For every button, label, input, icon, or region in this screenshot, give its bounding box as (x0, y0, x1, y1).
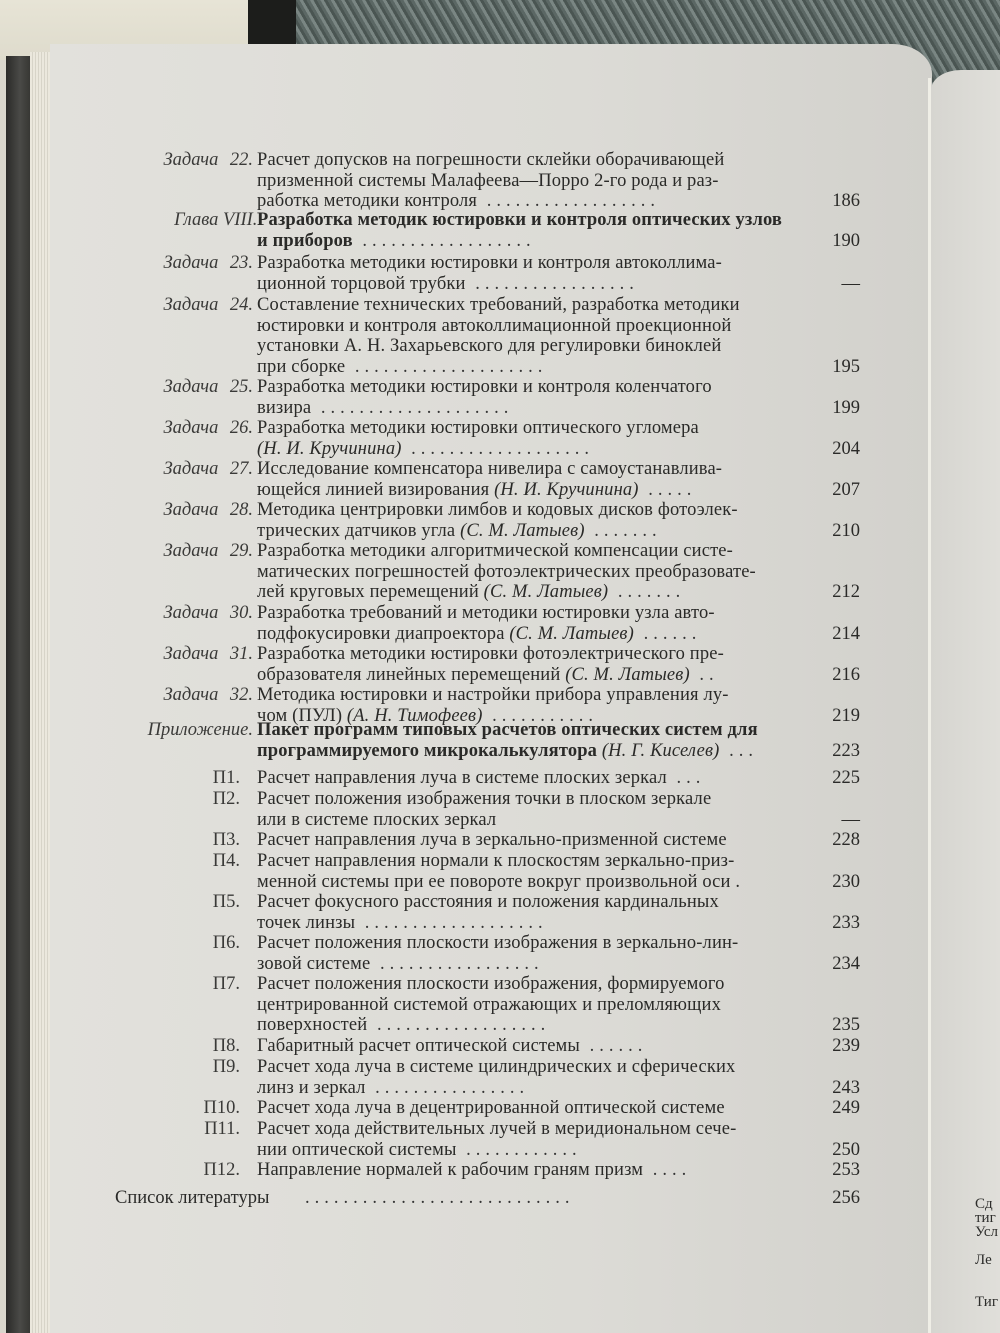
entry-label-word: Глава (174, 210, 219, 230)
entry-title-line (257, 500, 797, 521)
entry-title-text: ционной торцовой трубки (257, 273, 466, 294)
entry-title-text: Расчет направления луча в зеркально-призменной системе (257, 830, 727, 850)
entry-title (257, 851, 797, 892)
entry-title-text: Методика центрировки лимбов и кодовых дисков фотоэлек- (257, 500, 738, 520)
entry-title (257, 644, 797, 685)
entry-number: 24. (229, 295, 253, 315)
entry-page-number: 239 (832, 1036, 860, 1056)
entry-title-text: поверхностей (257, 1015, 368, 1035)
entry-title (257, 1098, 797, 1119)
entry-title-line (257, 316, 797, 337)
entry-author: (Н. И. Кручинина) (257, 438, 402, 459)
entry-title-text: менной системы при ее повороте вокруг произвольной оси . (257, 871, 741, 892)
entry-title-text: Расчет направления луча в системе плоских зеркал (257, 768, 667, 788)
leader-dots: ....... (584, 520, 662, 541)
leader-dots: ... (719, 740, 758, 761)
entry-page-number: 219 (832, 705, 860, 726)
entry-number: Приложение. (147, 720, 253, 740)
entry-title-text: установки А. Н. Захарьевского для регулировки биноклей (257, 336, 722, 356)
leader-dots: ............ (456, 1139, 582, 1160)
entry-title-text: Разработка методики юстировки оптического угломера (257, 418, 699, 438)
entry-label (120, 377, 253, 398)
entry-title-text: чом (ПУЛ) (257, 705, 347, 726)
entry-title (257, 892, 797, 933)
entry-title-text: матических погрешностей фотоэлектрических преобразовате- (257, 561, 756, 582)
entry-title-line (257, 398, 797, 419)
entry-label (120, 210, 258, 231)
entry-page-number: 249 (832, 1098, 860, 1118)
entry-title-line (257, 810, 797, 831)
leader-dots: .................. (367, 1015, 551, 1035)
entry-title-line (257, 480, 797, 501)
entry-title-line (257, 892, 797, 913)
entry-title (257, 377, 797, 418)
leader-dots: .... (643, 1160, 692, 1180)
entry-title-text: лей круговых перемещений (257, 582, 484, 602)
entry-title-line (257, 974, 797, 995)
entry-title-text: Методика юстировки и настройки прибора управления лу- (257, 685, 729, 705)
entry-author: (Н. Г. Киселев) (601, 740, 720, 761)
entry-title (257, 974, 797, 1036)
entry-label-word: Задача (163, 295, 219, 315)
entry-title-text: Расчет положения изображения точки в плоском зеркале (257, 789, 712, 809)
leader-dots: .................... (345, 356, 548, 377)
entry-title-text: Расчет хода действительных лучей в меридиональном сече- (257, 1119, 737, 1139)
entry-number: П12. (203, 1160, 240, 1180)
leader-dots: ................... (401, 438, 595, 459)
entry-title (257, 768, 797, 789)
entry-title-line (257, 720, 797, 741)
entry-title-text: Габаритный расчет оптической системы (257, 1036, 580, 1056)
leader-dots: ... (666, 768, 706, 788)
entry-title-text: Направление нормалей к рабочим граням призм (257, 1160, 644, 1180)
entry-title-text: Разработка методик юстировки и контроля оптических узлов (257, 210, 783, 230)
entry-title-line (257, 913, 797, 934)
leader-dots: ................ (365, 1077, 530, 1098)
entry-label-word: Задача (163, 685, 219, 705)
entry-title-text: подфокусировки диапроектора (257, 623, 510, 644)
entry-title (257, 720, 797, 761)
entry-label-word: Задача (163, 418, 219, 438)
entry-author: (С. М. Латыев) (483, 582, 609, 602)
entry-page-number: 214 (832, 623, 860, 644)
entry-page-number: 223 (832, 740, 860, 761)
entry-title-line (257, 1119, 797, 1140)
leader-dots: .................. (352, 230, 536, 251)
entry-title-line (257, 582, 797, 603)
entry-title-line (257, 562, 797, 583)
entry-title-line (257, 995, 797, 1016)
entry-title-line (257, 954, 797, 975)
entry-title (257, 418, 797, 459)
entry-title-text: Разработка требований и методики юстировки узла авто- (257, 603, 715, 623)
next-page-text: Ле (975, 1252, 992, 1268)
entry-title-line (257, 1036, 797, 1057)
leader-dots: ........... (482, 705, 599, 726)
entry-number: 27. (229, 459, 253, 479)
entry-title-text: образователя линейных перемещений (257, 664, 566, 685)
entry-number: П11. (204, 1119, 240, 1139)
entry-title-line (257, 1160, 797, 1181)
entry-title-text: Расчет положения плоскости изображения в зеркально-лин- (257, 933, 739, 953)
next-page (931, 70, 1000, 1333)
entry-page-number: 233 (832, 912, 860, 933)
entry-label (120, 418, 253, 439)
entry-number: 30. (229, 603, 253, 623)
entry-title-line (257, 603, 797, 624)
leader-dots: ............................ (305, 1188, 575, 1208)
entry-number: 23. (229, 253, 253, 273)
entry-title (257, 603, 797, 644)
entry-page-number: 186 (832, 191, 860, 211)
entry-title (257, 1036, 797, 1057)
entry-label (120, 295, 253, 316)
entry-title-line (257, 933, 797, 954)
entry-title-line (257, 191, 797, 212)
leader-dots: ...... (580, 1036, 648, 1056)
next-page-text: Усл (975, 1224, 998, 1240)
blanket-stripe (248, 0, 298, 48)
entry-number: П3. (212, 830, 240, 850)
entry-page-number: 199 (832, 397, 860, 418)
entry-title-text: точек линзы (257, 912, 356, 933)
entry-page-number: 212 (832, 582, 860, 602)
entry-author: (С. М. Латыев) (565, 664, 690, 685)
entry-label-word: Задача (163, 500, 219, 520)
entry-number: П7. (212, 974, 240, 994)
entry-page-number: 228 (832, 830, 860, 850)
entry-author: (С. М. Латыев) (509, 623, 634, 644)
entry-label (120, 459, 253, 480)
entry-page-number: 256 (832, 1188, 860, 1208)
entry-label (120, 685, 253, 706)
entry-title-text: юстировки и контроля автоколлимационной проекционной (257, 315, 732, 336)
leader-dots: ................. (465, 273, 639, 294)
entry-label-word: Задача (163, 459, 219, 479)
entry-title (257, 1119, 797, 1160)
entry-title-line (257, 624, 797, 645)
entry-page-number: 190 (832, 230, 860, 251)
entry-title-line (257, 830, 797, 851)
entry-title-line (257, 418, 797, 439)
leader-dots: ................. (370, 953, 544, 974)
entry-label-word: Задача (163, 253, 219, 273)
entry-page-number: 234 (832, 953, 860, 974)
entry-title-text: Расчет фокусного расстояния и положения кардинальных (257, 892, 719, 912)
entry-label (120, 150, 253, 171)
entry-title-line (257, 541, 797, 562)
entry-page-number: — (841, 809, 860, 830)
entry-title-text: Расчет допусков на погрешности склейки оборачивающей (257, 150, 725, 170)
entry-title (257, 1057, 797, 1098)
entry-title (257, 830, 797, 851)
entry-title-line (257, 1015, 797, 1036)
entry-number: 26. (229, 418, 253, 438)
entry-title-text: нии оптической системы (257, 1139, 457, 1160)
entry-title-line (257, 295, 797, 316)
entry-number: П10. (203, 1098, 240, 1118)
entry-title-line (257, 1140, 797, 1161)
entry-title-line (257, 521, 797, 542)
entry-title-text: программируемого микрокалькулятора (257, 740, 602, 761)
entry-title-line (257, 274, 797, 295)
entry-title-line (257, 768, 797, 789)
entry-title-text: центрированной системой отражающих и преломляющих (257, 994, 721, 1015)
entry-label (120, 500, 253, 521)
entry-label-word: Задача (163, 541, 219, 561)
entry-title-text: Разработка методики алгоритмической компенсации систе- (257, 541, 733, 561)
entry-title-line (257, 439, 797, 460)
leader-dots: ................... (355, 912, 548, 933)
entry-title-text: Расчет хода луча в системе цилиндрических и сферических (257, 1057, 736, 1077)
entry-title-text: Разработка методики юстировки фотоэлектрического пре- (257, 644, 724, 664)
entry-title-text: при сборке (257, 356, 346, 377)
entry-page-number: 230 (832, 871, 860, 892)
entry-title-line (257, 1078, 797, 1099)
entry-title (257, 150, 797, 212)
entry-number: 22. (229, 150, 253, 170)
entry-label (120, 644, 253, 665)
entry-label-word: Задача (163, 377, 219, 397)
entry-number: П9. (212, 1057, 240, 1077)
entry-label (120, 603, 253, 624)
entry-author: (А. Н. Тимофеев) (346, 705, 483, 726)
entry-number: П1. (212, 768, 240, 788)
entry-title-text: Исследование компенсатора нивелира с самоустанавлива- (257, 459, 723, 479)
entry-title-text: ющейся линией визирования (257, 479, 495, 500)
entry-title-text: или в системе плоских зеркал (257, 809, 497, 830)
entry-title-line (257, 789, 797, 810)
entry-page-number: 225 (832, 768, 860, 788)
leader-dots: ..... (638, 479, 697, 500)
entry-title-line (257, 459, 797, 480)
entry-number: 32. (229, 685, 253, 705)
entry-title-line (257, 644, 797, 665)
leader-dots: .................. (477, 191, 660, 211)
entry-title-text: Расчет хода луча в децентрированной оптической системе (257, 1098, 725, 1118)
next-page-text: Сд (975, 1196, 993, 1212)
entry-number: 29. (229, 541, 253, 561)
entry-title-text: и приборов (257, 230, 353, 251)
entry-page-number: 210 (832, 520, 860, 541)
entry-title (257, 933, 797, 974)
entry-title-text: работка методики контроля (257, 191, 478, 211)
entry-title-line (257, 665, 797, 686)
entry-title-text: Разработка методики юстировки и контроля автоколлима- (257, 253, 722, 273)
next-page-text: тиг (975, 1210, 996, 1226)
entry-title (257, 253, 797, 294)
entry-title-line (257, 336, 797, 357)
entry-title-text: линз и зеркал (257, 1077, 366, 1098)
entry-label-word: Задача (163, 644, 219, 664)
entry-title-line (257, 357, 797, 378)
entry-title (257, 541, 797, 603)
entry-number: П8. (212, 1036, 240, 1056)
entry-title-line (257, 1098, 797, 1119)
entry-label-word: Задача (163, 150, 219, 170)
entry-page-number: 235 (832, 1015, 860, 1035)
entry-title-text: Расчет направления нормали к плоскостям зеркально-приз- (257, 851, 735, 871)
entry-title-line (257, 685, 797, 706)
entry-title (257, 500, 797, 541)
entry-title-line (257, 171, 797, 192)
leader-dots: ....... (608, 582, 686, 602)
entry-title (257, 789, 797, 830)
entry-title (257, 295, 797, 377)
entry-title-text: Составление технических требований, разработка методики (257, 295, 740, 315)
bibliography-label: Список литературы (115, 1188, 270, 1208)
entry-title-line (257, 253, 797, 274)
entry-number: П4. (212, 851, 240, 871)
entry-title-line (257, 210, 797, 231)
entry-title-text: Пакет программ типовых расчетов оптических систем для (257, 720, 758, 740)
entry-page-number: 216 (832, 664, 860, 685)
entry-number: П6. (212, 933, 240, 953)
entry-author: (Н. И. Кручинина) (494, 479, 639, 500)
entry-title-text: Разработка методики юстировки и контроля коленчатого (257, 377, 712, 397)
entry-page-number: 253 (832, 1160, 860, 1180)
entry-title-line (257, 872, 797, 893)
entry-title-line (257, 741, 797, 762)
leader-dots: .. (689, 664, 719, 685)
entry-label (120, 253, 253, 274)
entry-label (120, 541, 253, 562)
leader-dots: ...... (633, 623, 702, 644)
entry-title-line (257, 851, 797, 872)
entry-author: (С. М. Латыев) (460, 520, 585, 541)
entry-title (257, 1160, 797, 1181)
entry-title-line (257, 377, 797, 398)
entry-title-line (257, 1057, 797, 1078)
entry-title-text: Расчет положения плоскости изображения, формируемого (257, 974, 725, 994)
entry-page-number: 195 (832, 356, 860, 377)
entry-page-number: 204 (832, 438, 860, 459)
entry-page-number: — (841, 273, 860, 294)
entry-number: VIII. (223, 210, 258, 230)
leader-dots: .................... (311, 397, 514, 418)
entry-label-word: Задача (163, 603, 219, 623)
entry-title-text: призменной системы Малафеева—Порро 2-го рода и раз- (257, 170, 719, 191)
entry-number: 31. (229, 644, 253, 664)
entry-title-line (257, 150, 797, 171)
next-page-text: Тиг (975, 1294, 998, 1310)
entry-number: П5. (212, 892, 240, 912)
entry-title-text: визира (257, 397, 312, 418)
entry-title (257, 459, 797, 500)
entry-number: П2. (212, 789, 240, 809)
entry-title-text: зовой системе (257, 953, 371, 974)
entry-number: 28. (229, 500, 253, 520)
entry-page-number: 243 (832, 1077, 860, 1098)
entry-title-line (257, 231, 797, 252)
entry-title (257, 210, 797, 251)
entry-page-number: 250 (832, 1139, 860, 1160)
entry-number: 25. (229, 377, 253, 397)
entry-title-text: трических датчиков угла (257, 520, 461, 541)
entry-page-number: 207 (832, 479, 860, 500)
